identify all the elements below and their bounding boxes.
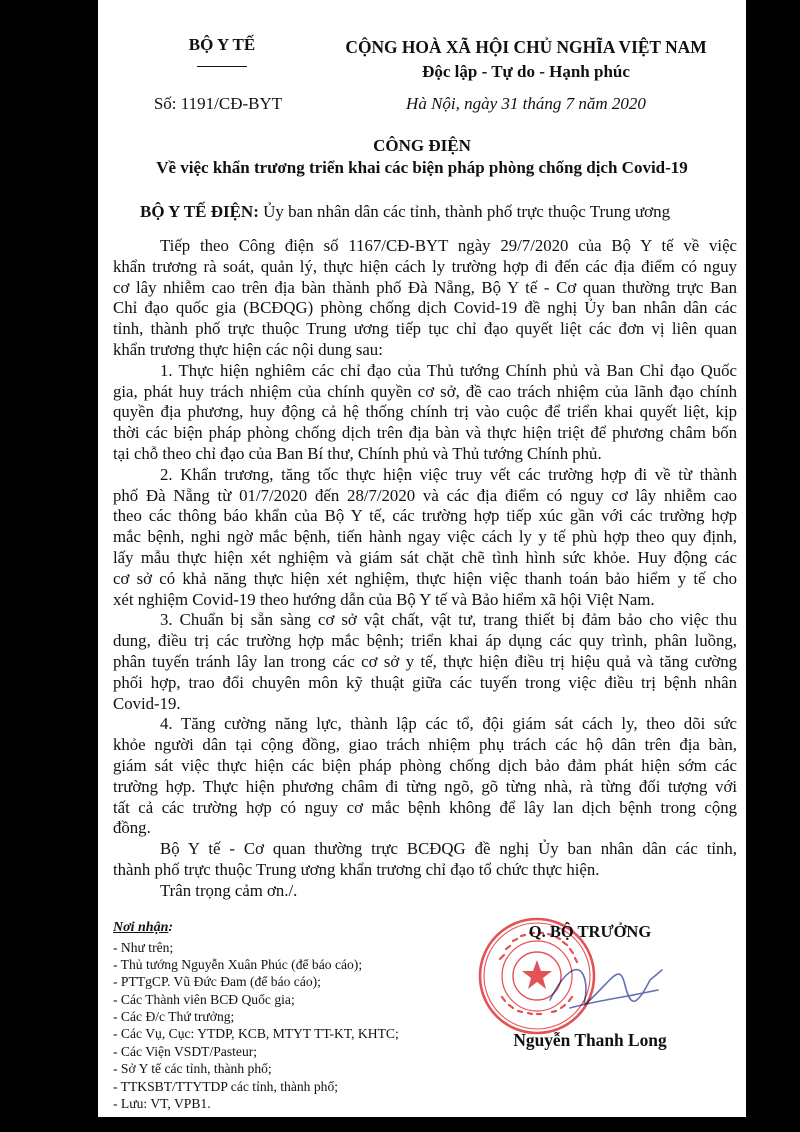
paragraph-item-2 xyxy=(113,465,737,611)
addressee-line xyxy=(140,202,670,222)
recipients-list xyxy=(113,939,399,1113)
text-line: theo các thông báo khẩn của Bộ Y tế, các trường hợp tiếp xúc gần với các trường hợp xyxy=(113,506,737,526)
text-line: khỏe người dân tại cộng đồng, giao trách nhiệm phụ trách các hộ dân trên địa bàn, xyxy=(113,735,737,755)
text-line: tại chỗ theo chỉ đạo của Ban Bí thư, Chính phủ và Thủ tướng Chính phủ. xyxy=(113,443,602,463)
paragraph-item-1 xyxy=(113,361,737,465)
text-line: giám sát việc thực hiện các biện pháp phòng chống dịch bảo đảm phát hiện sớm các xyxy=(113,755,737,775)
recipient-item: - Thủ tướng Nguyễn Xuân Phúc (để báo cáo); xyxy=(113,956,363,972)
text-line: trường hợp. Thực hiện phương châm đi từng ngõ, gõ từng nhà, rà từng đối tượng với xyxy=(113,776,737,796)
recipient-item: - Lưu: VT, VPB1. xyxy=(113,1096,211,1112)
text-line: dung, điều trị các trường hợp mắc bệnh; triển khai áp dụng các quy trình, phân luồng, xyxy=(113,631,737,651)
document-subject: Về việc khẩn trương triển khai các biện pháp phòng chống dịch Covid-19 xyxy=(156,158,688,177)
text-line: 1. Thực hiện nghiêm các chỉ đạo của Thủ tướng Chính phủ và Ban Chỉ đạo Quốc xyxy=(160,360,737,380)
text-line: quyền địa phương, huy động cả hệ thống chính trị vào cuộc để triển khai quyết liệt, kịp xyxy=(113,402,737,422)
agency-underline xyxy=(197,66,247,67)
paragraph-item-3 xyxy=(113,610,737,714)
text-line: thành phố trực thuộc Trung ương khẩn trương chỉ đạo tổ chức thực hiện. xyxy=(113,859,600,879)
text-line: Covid-19. xyxy=(113,693,181,713)
addressee-text: Ủy ban nhân dân các tỉnh, thành phố trực thuộc Trung ương xyxy=(263,202,671,221)
document-number: Số: 1191/CĐ-BYT xyxy=(153,94,283,113)
text-line: xét nghiệm Covid-19 theo hướng dẫn của Bộ Y tế và Bảo hiểm xã hội Việt Nam. xyxy=(113,589,655,609)
recipient-item: - Như trên; xyxy=(113,939,174,955)
addressee-lead: BỘ Y TẾ ĐIỆN: xyxy=(140,202,259,221)
text-line: gia, phát huy trách nhiệm của chính quyền cơ sở, đề cao trách nhiệm của lãnh đạo chính xyxy=(113,381,737,401)
text-line: 3. Chuẩn bị sẵn sàng cơ sở vật chất, vật tư, trang thiết bị đảm bảo cho việc thu xyxy=(160,610,737,630)
body-text xyxy=(113,236,737,902)
signer-name: Nguyễn Thanh Long xyxy=(513,1030,667,1050)
agency-name: BỘ Y TẾ xyxy=(188,35,256,54)
paragraph-item-4 xyxy=(113,714,737,839)
recipient-item: - Các Vụ, Cục: YTDP, KCB, MTYT TT-KT, KHTC; xyxy=(113,1026,399,1042)
text-line: Chỉ đạo quốc gia (BCĐQG) phòng chống dịch Covid-19 đề nghị Ủy ban nhân dân các xyxy=(113,298,737,318)
place-date: Hà Nội, ngày 31 tháng 7 năm 2020 xyxy=(406,94,646,113)
recipient-item: - Sở Y tế các tỉnh, thành phố; xyxy=(113,1061,272,1077)
text-line: cơ sở có khả năng thực hiện xét nghiệm, thực hiện việc thanh toán bảo hiểm y tế cho xyxy=(113,568,737,588)
recipient-item: - Các Thành viên BCĐ Quốc gia; xyxy=(113,991,295,1007)
text-line: thời các biện pháp phòng chống dịch trên địa bàn và thực hiện triệt để phương châm bốn xyxy=(113,423,737,443)
country-name: CỘNG HOÀ XÃ HỘI CHỦ NGHĨA VIỆT NAM xyxy=(345,37,707,57)
text-line: phân tuyến tránh lây lan trong các cơ sở y tế, thực hiện điều trị hiệu quả và tăng cường xyxy=(113,651,737,671)
recipient-item: - TTKSBT/TTYTDP các tỉnh, thành phố; xyxy=(113,1078,339,1094)
recipients-heading-colon: : xyxy=(168,920,174,935)
text-line: đồng. xyxy=(113,818,151,838)
text-line: lấy mẫu thực hiện xét nghiệm và giám sát chặt chẽ tình hình sức khỏe. Huy động các xyxy=(113,547,737,567)
text-line: 2. Khẩn trương, tăng tốc thực hiện việc truy vết các trường hợp đi về từ thành xyxy=(160,464,737,484)
paragraph-closing xyxy=(113,881,737,902)
text-line: Bộ Y tế - Cơ quan thường trực BCĐQG đề nghị Ủy ban nhân dân các tỉnh, xyxy=(160,839,737,859)
text-line: 4. Tăng cường năng lực, thành lập các tổ, đội giám sát cách ly, theo dõi sức xyxy=(160,714,737,734)
text-line: Tiếp theo Công điện số 1167/CĐ-BYT ngày 29/7/2020 của Bộ Y tế về việc xyxy=(160,236,737,255)
paragraph-request xyxy=(113,839,737,881)
text-line: tất cả các trường hợp có nguy cơ mắc bệnh không để lây lan dịch bệnh trong cộng xyxy=(113,797,737,817)
text-line: phối hợp, trao đổi chuyên môn kỹ thuật giữa các tuyến trong việc điều trị bệnh nhân xyxy=(113,672,737,692)
text-line: cơ lây nhiễm cao trên địa bàn thành phố Đà Nẵng, Bộ Y tế - Cơ quan thường trực Ban xyxy=(113,277,737,297)
text-line: khẩn trương thực hiện các nội dung sau: xyxy=(113,339,383,359)
recipient-item: - Các Đ/c Thứ trưởng; xyxy=(113,1009,235,1025)
recipients-heading xyxy=(113,918,173,938)
paragraph-intro xyxy=(113,236,737,361)
text-line: Trân trọng cảm ơn./. xyxy=(160,880,298,900)
text-line: khẩn trương rà soát, quản lý, thực hiện cách ly trường hợp đi đến các địa điểm có nguy xyxy=(113,256,737,276)
official-stamp xyxy=(476,915,598,1037)
text-line: phố Đà Nẵng từ 01/7/2020 đến 28/7/2020 và các địa điểm có nguy cơ lây nhiễm cao xyxy=(113,485,737,505)
document-type-title: CÔNG ĐIỆN xyxy=(373,136,471,155)
recipient-item: - Các Viện VSDT/Pasteur; xyxy=(113,1043,258,1059)
text-line: tỉnh, thành phố trực thuộc Trung ương tiếp tục chỉ đạo quyết liệt các đơn vị liên quan xyxy=(113,319,737,339)
signer-title: Q. BỘ TRƯỞNG xyxy=(528,922,652,941)
recipient-item: - PTTgCP. Vũ Đức Đam (để báo cáo); xyxy=(113,974,321,990)
national-motto: Độc lập - Tự do - Hạnh phúc xyxy=(422,62,630,81)
text-line: mắc bệnh, nghi ngờ mắc bệnh, tiến hành ngay việc cách ly y tế phù hợp theo quy định, xyxy=(113,527,737,547)
recipients-heading-label: Nơi nhận xyxy=(113,920,169,935)
